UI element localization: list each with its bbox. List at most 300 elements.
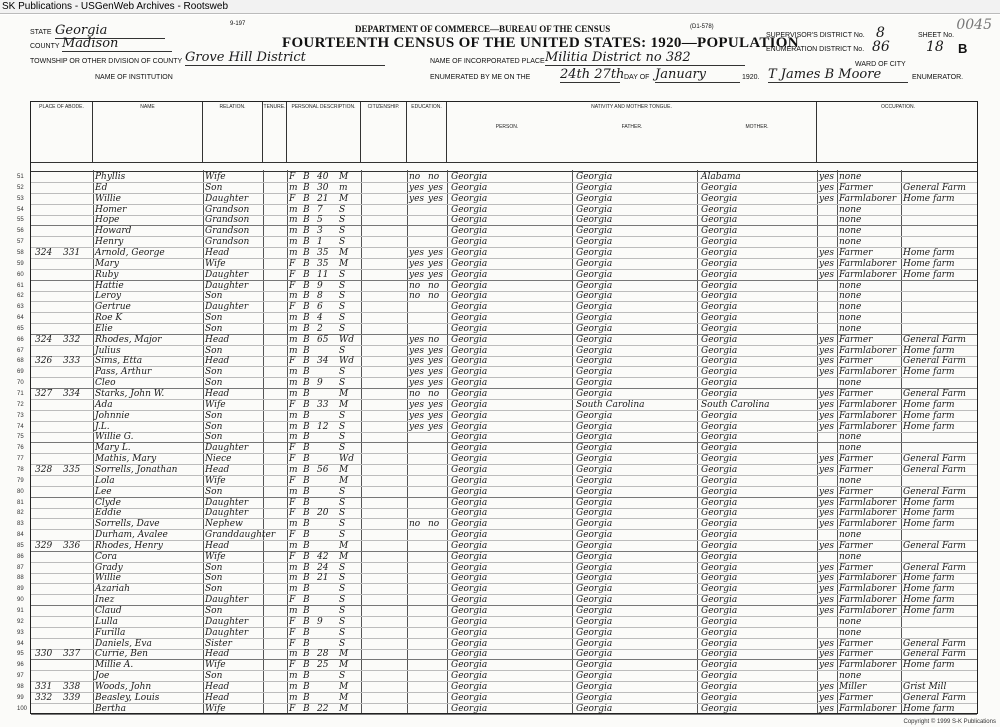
birthplace: Georgia — [451, 443, 488, 454]
birthplace: Georgia — [451, 475, 488, 486]
sex: m — [289, 432, 298, 443]
father-birthplace: Georgia — [576, 649, 613, 660]
birthplace: Georgia — [451, 247, 488, 258]
marital-status: S — [339, 432, 346, 443]
can-read: no — [409, 519, 421, 530]
birthplace: Georgia — [451, 551, 488, 562]
race: B — [303, 638, 310, 649]
father-birthplace: Georgia — [576, 291, 613, 302]
can-read: no — [409, 172, 421, 182]
line-number: 93 — [17, 629, 24, 636]
relation: Grandson — [205, 215, 250, 226]
relation: Wife — [205, 551, 226, 562]
speaks-english: yes — [819, 247, 835, 258]
industry: Home farm — [903, 258, 955, 269]
father-birthplace: Georgia — [576, 182, 613, 193]
dwelling-number: 331 — [35, 681, 53, 692]
line-number: 87 — [17, 564, 24, 571]
race: B — [303, 345, 310, 356]
speaks-english: yes — [819, 269, 835, 280]
father-birthplace: Georgia — [576, 410, 613, 421]
line-number: 60 — [17, 271, 24, 278]
department-heading: DEPARTMENT OF COMMERCE—BUREAU OF THE CENSUS — [355, 24, 611, 34]
table-row — [17, 443, 977, 454]
relation: Son — [205, 313, 223, 324]
sex: F — [289, 627, 296, 638]
birthplace: Georgia — [451, 432, 488, 443]
father-birthplace: Georgia — [576, 421, 613, 432]
can-write: no — [428, 519, 440, 530]
sex: m — [289, 237, 298, 248]
birthplace: Georgia — [451, 638, 488, 649]
line-number: 66 — [17, 336, 24, 343]
person-name: Ada — [95, 399, 113, 410]
line-number: 53 — [17, 195, 24, 202]
header-occupation: OCCUPATION. — [881, 104, 915, 110]
relation: Son — [205, 291, 223, 302]
occupation: Farmlaborer — [839, 399, 897, 410]
occupation: Farmlaborer — [839, 193, 897, 204]
relation: Daughter — [205, 443, 249, 454]
father-birthplace: Georgia — [576, 606, 613, 616]
marital-status: M — [339, 649, 349, 660]
race: B — [303, 616, 310, 627]
age: 9 — [317, 280, 323, 291]
person-name: Durham, Avalee — [95, 530, 168, 541]
relation: Daughter — [205, 497, 249, 508]
mother-birthplace: Georgia — [701, 378, 738, 389]
table-row — [17, 345, 977, 357]
mother-birthplace: Georgia — [701, 486, 738, 497]
header-place-of-abode: PLACE OF ABODE. — [31, 102, 93, 162]
father-birthplace: Georgia — [576, 551, 613, 562]
occupation: none — [839, 475, 862, 486]
relation: Daughter — [205, 193, 249, 204]
industry: General Farm — [903, 649, 966, 660]
person-name: Rhodes, Henry — [95, 540, 163, 551]
relation: Son — [205, 345, 223, 356]
birthplace: Georgia — [451, 269, 488, 280]
nativity-title: NATIVITY AND MOTHER TONGUE. — [591, 104, 672, 110]
father-birthplace: Georgia — [576, 313, 613, 324]
speaks-english: yes — [819, 172, 835, 182]
marital-status: S — [339, 443, 346, 454]
form-number: 9-197 — [230, 21, 246, 27]
relation: Head — [205, 464, 230, 475]
can-read: yes — [409, 247, 425, 258]
father-birthplace: Georgia — [576, 595, 613, 606]
table-row — [17, 508, 977, 519]
age: 2 — [317, 323, 323, 334]
marital-status: M — [339, 247, 349, 258]
age: 35 — [317, 258, 329, 269]
occupation: none — [839, 291, 862, 302]
line-number: 64 — [17, 315, 24, 322]
header-education: EDUCATION. — [407, 102, 447, 162]
line-number: 58 — [17, 249, 24, 256]
age: 34 — [317, 356, 329, 367]
person-name: Pass, Arthur — [95, 367, 152, 378]
relation: Head — [205, 356, 230, 367]
sex: m — [289, 182, 298, 193]
occupation: Farmlaborer — [839, 367, 897, 378]
table-row — [17, 584, 977, 595]
relation: Son — [205, 367, 223, 378]
birthplace: Georgia — [451, 334, 488, 345]
person-name: Julius — [95, 345, 121, 356]
sex: m — [289, 464, 298, 475]
line-number: 68 — [17, 358, 24, 365]
person-name: Claud — [95, 606, 122, 616]
person-name: Sorrells, Dave — [95, 519, 160, 530]
race: B — [303, 464, 310, 475]
race: B — [303, 671, 310, 682]
person-name: Currie, Ben — [95, 649, 148, 660]
line-number: 51 — [17, 174, 24, 180]
person-name: Gertrue — [95, 302, 131, 313]
line-number: 52 — [17, 184, 24, 191]
race: B — [303, 703, 310, 714]
race: B — [303, 432, 310, 443]
person-name: Clyde — [95, 497, 121, 508]
relation: Wife — [205, 475, 226, 486]
family-number: 339 — [63, 692, 81, 703]
speaks-english: yes — [819, 421, 835, 432]
table-row — [17, 638, 977, 650]
line-number: 84 — [17, 532, 24, 539]
county-label: COUNTY — [30, 43, 60, 50]
race: B — [303, 486, 310, 497]
relation: Son — [205, 671, 223, 682]
sex: m — [289, 345, 298, 356]
state-value: Georgia — [55, 23, 165, 39]
race: B — [303, 237, 310, 248]
mother-birthplace: Georgia — [701, 204, 738, 215]
relation: Son — [205, 378, 223, 389]
table-row — [17, 334, 977, 346]
occupation: Farmlaborer — [839, 345, 897, 356]
header-tenure: TENURE. — [263, 102, 287, 162]
marital-status: m — [339, 182, 348, 193]
mother-birthplace: Georgia — [701, 280, 738, 291]
birthplace: Georgia — [451, 530, 488, 541]
occupation: Farmer — [839, 356, 873, 367]
table-row — [17, 660, 977, 671]
occupation: Farmlaborer — [839, 703, 897, 714]
marital-status: M — [339, 258, 349, 269]
birthplace: Georgia — [451, 497, 488, 508]
industry: General Farm — [903, 334, 966, 345]
can-read: yes — [409, 410, 425, 421]
occupation: Farmlaborer — [839, 258, 897, 269]
industry: General Farm — [903, 182, 966, 193]
mother-birthplace: South Carolina — [701, 399, 770, 410]
table-row — [17, 595, 977, 606]
occupation: Farmer — [839, 540, 873, 551]
copyright-notice: Copyright © 1999 S-K Publications — [903, 719, 996, 725]
can-write: yes — [428, 269, 444, 280]
race: B — [303, 302, 310, 313]
relation: Daughter — [205, 508, 249, 519]
birthplace: Georgia — [451, 237, 488, 248]
mother-birthplace: Georgia — [701, 258, 738, 269]
person-name: Ruby — [95, 269, 119, 280]
mother-birthplace: Georgia — [701, 692, 738, 703]
industry: Home farm — [903, 247, 955, 258]
line-number: 80 — [17, 488, 24, 495]
race: B — [303, 367, 310, 378]
mother-birthplace: Georgia — [701, 367, 738, 378]
can-read: yes — [409, 356, 425, 367]
age: 56 — [317, 464, 329, 475]
relation: Daughter — [205, 280, 249, 291]
occupation: Farmer — [839, 649, 873, 660]
speaks-english: yes — [819, 519, 835, 530]
year: 1920. — [742, 74, 760, 81]
can-write: yes — [428, 399, 444, 410]
person-name: Daniels, Eva — [95, 638, 152, 649]
relation: Wife — [205, 703, 226, 714]
table-row — [17, 573, 977, 584]
mother-birthplace: Georgia — [701, 551, 738, 562]
marital-status: M — [339, 681, 349, 692]
race: B — [303, 681, 310, 692]
age: 28 — [317, 649, 329, 660]
age: 1 — [317, 237, 323, 248]
mother-birthplace: Georgia — [701, 443, 738, 454]
age: 4 — [317, 313, 323, 324]
speaks-english: yes — [819, 497, 835, 508]
table-row — [17, 497, 977, 509]
occupation: none — [839, 323, 862, 334]
person-name: Eddie — [95, 508, 122, 519]
race: B — [303, 562, 310, 573]
person-name: Woods, John — [95, 681, 152, 692]
table-row — [17, 291, 977, 302]
occupation: none — [839, 172, 862, 182]
speaks-english: yes — [819, 486, 835, 497]
marital-status: Wd — [339, 356, 355, 367]
sex: m — [289, 291, 298, 302]
father-birthplace: South Carolina — [576, 399, 645, 410]
person-name: Rhodes, Major — [95, 334, 162, 345]
occupation: Farmlaborer — [839, 508, 897, 519]
father-birthplace: Georgia — [576, 280, 613, 291]
occupation: Farmer — [839, 454, 873, 465]
mother-birthplace: Georgia — [701, 269, 738, 280]
birthplace: Georgia — [451, 313, 488, 324]
industry: General Farm — [903, 486, 966, 497]
person-name: Willie — [95, 573, 121, 584]
relation: Daughter — [205, 627, 249, 638]
mother-birthplace: Georgia — [701, 671, 738, 682]
family-number: 338 — [63, 681, 81, 692]
occupation: none — [839, 530, 862, 541]
mother-birthplace: Georgia — [701, 247, 738, 258]
father-birthplace: Georgia — [576, 226, 613, 237]
occupation: Farmlaborer — [839, 606, 897, 616]
speaks-english: yes — [819, 660, 835, 671]
mother-birthplace: Georgia — [701, 649, 738, 660]
mother-birthplace: Georgia — [701, 421, 738, 432]
relation: Head — [205, 247, 230, 258]
sex: m — [289, 247, 298, 258]
relation: Son — [205, 584, 223, 595]
sex: m — [289, 562, 298, 573]
race: B — [303, 226, 310, 237]
marital-status: M — [339, 172, 349, 182]
can-write: yes — [428, 378, 444, 389]
relation: Wife — [205, 258, 226, 269]
industry: Home farm — [903, 703, 955, 714]
industry: Home farm — [903, 606, 955, 616]
marital-status: M — [339, 540, 349, 551]
person-name: Elie — [95, 323, 113, 334]
speaks-english: yes — [819, 649, 835, 660]
age: 33 — [317, 399, 329, 410]
speaks-english: yes — [819, 334, 835, 345]
line-number: 75 — [17, 434, 24, 441]
father-birthplace: Georgia — [576, 660, 613, 671]
race: B — [303, 595, 310, 606]
sex: m — [289, 681, 298, 692]
sex: F — [289, 551, 296, 562]
father-birthplace: Georgia — [576, 356, 613, 367]
mother-birthplace: Georgia — [701, 475, 738, 486]
person-name: Homer — [95, 204, 127, 215]
header-citizenship: CITIZENSHIP. — [361, 102, 407, 162]
ed-number: 86 — [872, 39, 890, 55]
birthplace: Georgia — [451, 345, 488, 356]
marital-status: S — [339, 280, 346, 291]
birthplace: Georgia — [451, 627, 488, 638]
table-row — [17, 313, 977, 324]
race: B — [303, 280, 310, 291]
line-number: 56 — [17, 228, 24, 235]
table-row — [17, 182, 977, 194]
relation: Daughter — [205, 595, 249, 606]
person-name: Lola — [95, 475, 115, 486]
can-read: yes — [409, 258, 425, 269]
industry: General Farm — [903, 540, 966, 551]
sheet-number: 18 — [926, 39, 944, 55]
township-label: TOWNSHIP OR OTHER DIVISION OF COUNTY — [30, 58, 183, 65]
family-number: 331 — [63, 247, 81, 258]
birthplace: Georgia — [451, 508, 488, 519]
speaks-english: yes — [819, 595, 835, 606]
person-name: Azariah — [95, 584, 130, 595]
person-name: Starks, John W. — [95, 389, 165, 399]
sex: m — [289, 486, 298, 497]
sex: m — [289, 540, 298, 551]
occupation: Farmer — [839, 638, 873, 649]
table-row — [17, 530, 977, 541]
place-label: NAME OF INCORPORATED PLACE — [430, 58, 545, 65]
marital-status: S — [339, 616, 346, 627]
sex: m — [289, 573, 298, 584]
sex: m — [289, 410, 298, 421]
mother-birthplace: Georgia — [701, 616, 738, 627]
table-row — [17, 627, 977, 639]
marital-status: M — [339, 692, 349, 703]
age: 5 — [317, 215, 323, 226]
father-birthplace: Georgia — [576, 378, 613, 389]
mother-birthplace: Georgia — [701, 519, 738, 530]
age: 35 — [317, 247, 329, 258]
birthplace: Georgia — [451, 215, 488, 226]
can-read: no — [409, 280, 421, 291]
birthplace: Georgia — [451, 660, 488, 671]
line-number: 96 — [17, 662, 24, 669]
state-label: STATE — [30, 29, 52, 36]
father-birthplace: Georgia — [576, 389, 613, 399]
can-write: no — [428, 334, 440, 345]
marital-status: S — [339, 627, 346, 638]
industry: Home farm — [903, 595, 955, 606]
dwelling-number: 324 — [35, 247, 53, 258]
occupation: none — [839, 302, 862, 313]
sex: F — [289, 258, 296, 269]
age: 9 — [317, 616, 323, 627]
mother-birthplace: Georgia — [701, 681, 738, 692]
father-birthplace: Georgia — [576, 215, 613, 226]
person-name: Cora — [95, 551, 117, 562]
occupation: none — [839, 215, 862, 226]
father-birthplace: Georgia — [576, 258, 613, 269]
occupation: Farmer — [839, 247, 873, 258]
table-row — [17, 399, 977, 411]
speaks-english: yes — [819, 454, 835, 465]
race: B — [303, 204, 310, 215]
occupation: Farmlaborer — [839, 269, 897, 280]
birthplace: Georgia — [451, 172, 488, 182]
industry: General Farm — [903, 562, 966, 573]
father-birthplace: Georgia — [576, 443, 613, 454]
table-row — [17, 410, 977, 422]
occupation: none — [839, 378, 862, 389]
industry: Home farm — [903, 193, 955, 204]
sex: m — [289, 649, 298, 660]
mother-birthplace: Georgia — [701, 584, 738, 595]
mother-birthplace: Georgia — [701, 660, 738, 671]
table-row — [17, 226, 977, 237]
line-number: 54 — [17, 206, 24, 213]
race: B — [303, 627, 310, 638]
speaks-english: yes — [819, 193, 835, 204]
mother-birthplace: Georgia — [701, 302, 738, 313]
occupation: none — [839, 280, 862, 291]
form-id: (D1-578) — [690, 24, 714, 30]
race: B — [303, 269, 310, 280]
age: 40 — [317, 172, 329, 182]
mother-birthplace: Georgia — [701, 323, 738, 334]
mother-birthplace: Georgia — [701, 540, 738, 551]
line-number: 72 — [17, 401, 24, 408]
age: 65 — [317, 334, 329, 345]
dwelling-number: 328 — [35, 464, 53, 475]
mother-birthplace: Georgia — [701, 432, 738, 443]
birthplace: Georgia — [451, 703, 488, 714]
line-number: 97 — [17, 673, 24, 680]
speaks-english: yes — [819, 345, 835, 356]
mother-birthplace: Georgia — [701, 291, 738, 302]
father-birthplace: Georgia — [576, 519, 613, 530]
father-birthplace: Georgia — [576, 475, 613, 486]
line-number: 79 — [17, 477, 24, 484]
father-birthplace: Georgia — [576, 584, 613, 595]
mother-birthplace: Georgia — [701, 562, 738, 573]
marital-status: S — [339, 562, 346, 573]
